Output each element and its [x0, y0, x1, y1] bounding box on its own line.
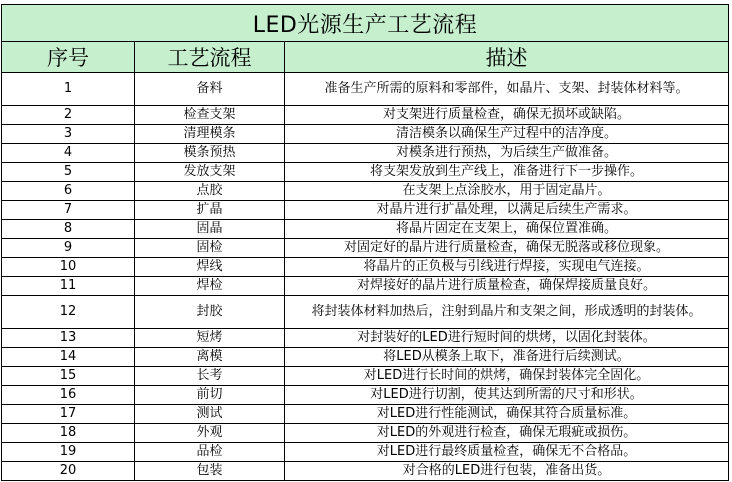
- cell-description[interactable]: 对LED的外观进行检查，确保无瑕疵或损伤。: [285, 424, 729, 443]
- cell-process[interactable]: 点胶: [135, 182, 285, 201]
- table-row: [2, 182, 729, 201]
- cell-no[interactable]: 4: [2, 144, 135, 163]
- cell-process[interactable]: 固晶: [135, 220, 285, 239]
- header-no[interactable]: 序号: [2, 42, 135, 73]
- table-row: [2, 462, 729, 481]
- cell-description[interactable]: 对LED进行长时间的烘烤，确保封装体完全固化。: [285, 367, 729, 386]
- cell-no[interactable]: 9: [2, 239, 135, 258]
- cell-process[interactable]: 备料: [135, 73, 285, 106]
- table-row: [2, 296, 729, 329]
- cell-no[interactable]: 11: [2, 277, 135, 296]
- cell-description[interactable]: 对LED进行性能测试，确保其符合质量标准。: [285, 405, 729, 424]
- table-row: [2, 144, 729, 163]
- cell-description[interactable]: 将LED从模条上取下，准备进行后续测试。: [285, 348, 729, 367]
- cell-description[interactable]: 对合格的LED进行包装，准备出货。: [285, 462, 729, 481]
- table-row: [2, 277, 729, 296]
- table-row: [2, 258, 729, 277]
- table-body: [2, 73, 729, 481]
- header-description[interactable]: 描述: [285, 42, 729, 73]
- cell-process[interactable]: 扩晶: [135, 201, 285, 220]
- cell-process[interactable]: 焊检: [135, 277, 285, 296]
- cell-description[interactable]: 将晶片的正负极与引线进行焊接，实现电气连接。: [285, 258, 729, 277]
- process-table: [1, 4, 729, 481]
- cell-process[interactable]: 离模: [135, 348, 285, 367]
- cell-process[interactable]: 包装: [135, 462, 285, 481]
- cell-description[interactable]: 对支架进行质量检查，确保无损坏或缺陷。: [285, 106, 729, 125]
- cell-description[interactable]: 对晶片进行扩晶处理，以满足后续生产需求。: [285, 201, 729, 220]
- table-row: [2, 329, 729, 348]
- table-row: [2, 73, 729, 106]
- cell-no[interactable]: 14: [2, 348, 135, 367]
- cell-no[interactable]: 17: [2, 405, 135, 424]
- cell-no[interactable]: 5: [2, 163, 135, 182]
- cell-no[interactable]: 3: [2, 125, 135, 144]
- cell-no[interactable]: 6: [2, 182, 135, 201]
- cell-process[interactable]: 短烤: [135, 329, 285, 348]
- table-row: [2, 443, 729, 462]
- table-row: [2, 367, 729, 386]
- cell-no[interactable]: 2: [2, 106, 135, 125]
- cell-process[interactable]: 模条预热: [135, 144, 285, 163]
- cell-description[interactable]: 对焊接好的晶片进行质量检查，确保焊接质量良好。: [285, 277, 729, 296]
- cell-no[interactable]: 18: [2, 424, 135, 443]
- cell-process[interactable]: 焊线: [135, 258, 285, 277]
- cell-no[interactable]: 7: [2, 201, 135, 220]
- cell-process[interactable]: 品检: [135, 443, 285, 462]
- cell-description[interactable]: 对封装好的LED进行短时间的烘烤，以固化封装体。: [285, 329, 729, 348]
- table-row: [2, 125, 729, 144]
- cell-no[interactable]: 16: [2, 386, 135, 405]
- cell-description[interactable]: 对LED进行切割，使其达到所需的尺寸和形状。: [285, 386, 729, 405]
- cell-no[interactable]: 8: [2, 220, 135, 239]
- cell-process[interactable]: 检查支架: [135, 106, 285, 125]
- cell-description[interactable]: 对模条进行预热，为后续生产做准备。: [285, 144, 729, 163]
- table-row: [2, 405, 729, 424]
- cell-description[interactable]: 对固定好的晶片进行质量检查，确保无脱落或移位现象。: [285, 239, 729, 258]
- table-row: [2, 424, 729, 443]
- table-row: [2, 220, 729, 239]
- cell-no[interactable]: 1: [2, 73, 135, 106]
- header-row: [2, 42, 729, 73]
- cell-process[interactable]: 清理模条: [135, 125, 285, 144]
- cell-description[interactable]: 将晶片固定在支架上，确保位置准确。: [285, 220, 729, 239]
- cell-no[interactable]: 15: [2, 367, 135, 386]
- cell-process[interactable]: 外观: [135, 424, 285, 443]
- table-row: [2, 163, 729, 182]
- table-title[interactable]: LED光源生产工艺流程: [2, 5, 729, 42]
- cell-description[interactable]: 对LED进行最终质量检查，确保无不合格品。: [285, 443, 729, 462]
- cell-description[interactable]: 将封装体材料加热后，注射到晶片和支架之间，形成透明的封装体。: [285, 296, 729, 329]
- header-process[interactable]: 工艺流程: [135, 42, 285, 73]
- cell-description[interactable]: 在支架上点涂胶水，用于固定晶片。: [285, 182, 729, 201]
- cell-process[interactable]: 发放支架: [135, 163, 285, 182]
- spreadsheet-table-container: [1, 4, 728, 481]
- cell-process[interactable]: 前切: [135, 386, 285, 405]
- title-row: [2, 5, 729, 42]
- table-row: [2, 106, 729, 125]
- cell-no[interactable]: 20: [2, 462, 135, 481]
- table-row: [2, 348, 729, 367]
- table-row: [2, 239, 729, 258]
- cell-process[interactable]: 封胶: [135, 296, 285, 329]
- cell-no[interactable]: 12: [2, 296, 135, 329]
- cell-process[interactable]: 长考: [135, 367, 285, 386]
- cell-no[interactable]: 10: [2, 258, 135, 277]
- table-row: [2, 201, 729, 220]
- cell-no[interactable]: 13: [2, 329, 135, 348]
- cell-process[interactable]: 测试: [135, 405, 285, 424]
- cell-process[interactable]: 固检: [135, 239, 285, 258]
- cell-description[interactable]: 清洁模条以确保生产过程中的洁净度。: [285, 125, 729, 144]
- cell-description[interactable]: 准备生产所需的原料和零部件，如晶片、支架、封装体材料等。: [285, 73, 729, 106]
- cell-no[interactable]: 19: [2, 443, 135, 462]
- table-row: [2, 386, 729, 405]
- cell-description[interactable]: 将支架发放到生产线上，准备进行下一步操作。: [285, 163, 729, 182]
